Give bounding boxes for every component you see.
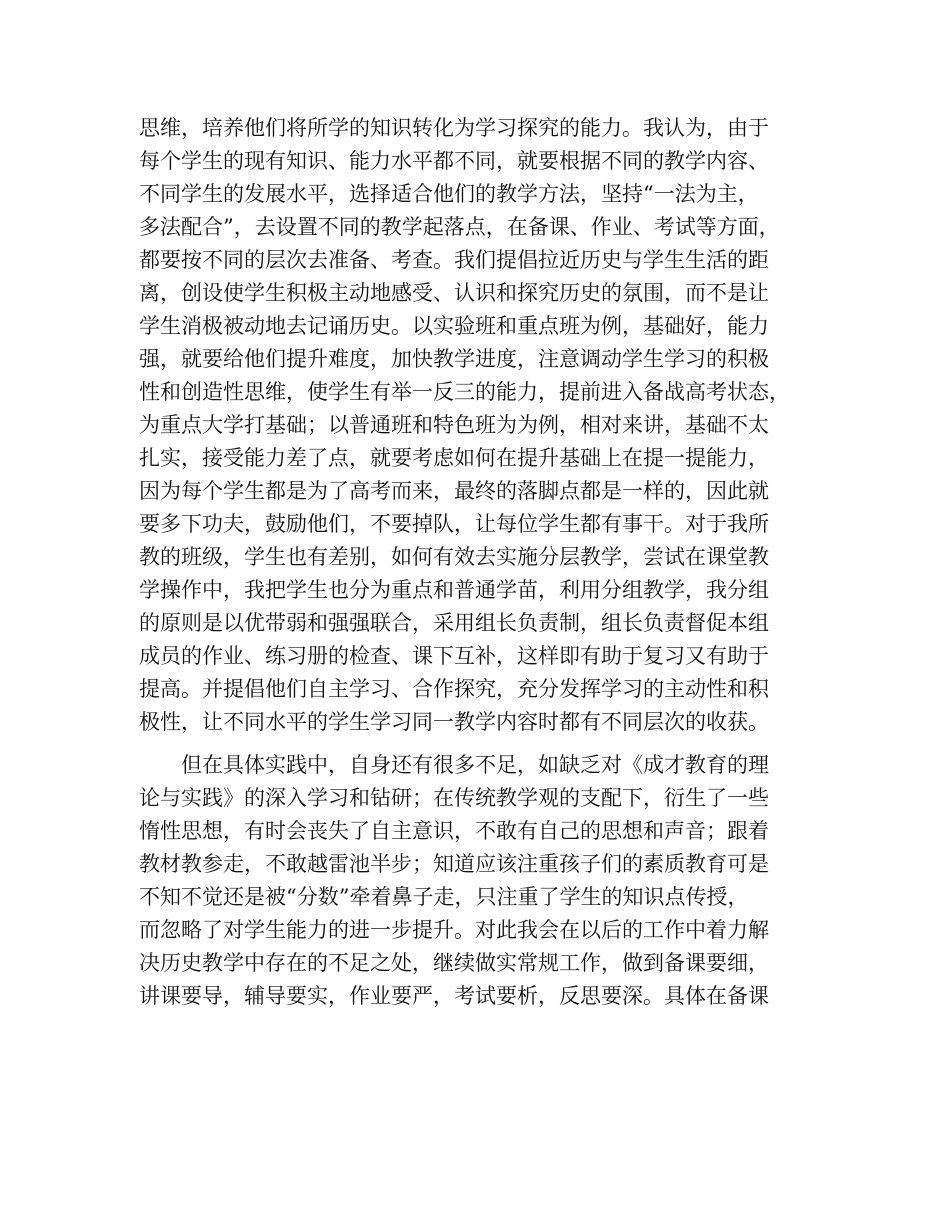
text-line: 学生消极被动地去记诵历史。以实验班和重点班为例，基础好，能力 (139, 314, 769, 338)
text-line: 性和创造性思维，使学生有举一反三的能力，提前进入备战高考状态， (139, 380, 790, 404)
text-line: 教的班级，学生也有差别，如何有效去实施分层教学，尝试在课堂教 (139, 545, 769, 569)
text-line: 强，就要给他们提升难度，加快教学进度，注意调动学生学习的积极 (139, 347, 769, 371)
text-line: 惰性思想，有时会丧失了自主意识，不敢有自己的思想和声音；跟着 (139, 819, 769, 843)
paragraph-first-line: 但在具体实践中，自身还有很多不足，如缺乏对《成才教育的理 (181, 753, 769, 777)
text-line: 不知不觉还是被“分数”牵着鼻子走，只注重了学生的知识点传授， (139, 885, 749, 909)
text-line: 因为每个学生都是为了高考而来，最终的落脚点都是一样的，因此就 (139, 479, 769, 503)
text-line: 论与实践》的深入学习和钻研；在传统教学观的支配下，衍生了一些 (139, 786, 769, 810)
text-line: 都要按不同的层次去准备、考查。我们提倡拉近历史与学生生活的距 (139, 248, 769, 272)
text-line: 的原则是以优带弱和强强联合，采用组长负责制，组长负责督促本组 (139, 611, 769, 635)
text-line: 讲课要导，辅导要实，作业要严，考试要析，反思要深。具体在备课 (139, 984, 769, 1008)
text-line: 提高。并提倡他们自主学习、合作探究，充分发挥学习的主动性和积 (139, 677, 769, 701)
text-line: 学操作中，我把学生也分为重点和普通学苗，利用分组教学，我分组 (139, 578, 769, 602)
text-line: 要多下功夫，鼓励他们，不要掉队，让每位学生都有事干。对于我所 (139, 512, 769, 536)
text-line: 不同学生的发展水平，选择适合他们的教学方法，坚持“一法为主， (139, 182, 759, 206)
text-line: 极性，让不同水平的学生学习同一教学内容时都有不同层次的收获。 (139, 710, 769, 734)
text-line: 思维，培养他们将所学的知识转化为学习探究的能力。我认为，由于 (139, 116, 769, 140)
text-line: 而忽略了对学生能力的进一步提升。对此我会在以后的工作中着力解 (139, 918, 769, 942)
text-line: 扎实，接受能力差了点，就要考虑如何在提升基础上在提一提能力， (139, 446, 769, 470)
text-line: 离，创设使学生积极主动地感受、认识和探究历史的氛围，而不是让 (139, 281, 769, 305)
text-line: 决历史教学中存在的不足之处，继续做实常规工作，做到备课要细， (139, 951, 769, 975)
text-line: 每个学生的现有知识、能力水平都不同，就要根据不同的教学内容、 (139, 149, 769, 173)
text-line: 多法配合”，去设置不同的教学起落点，在备课、作业、考试等方面， (139, 215, 780, 239)
text-line: 为重点大学打基础；以普通班和特色班为为例，相对来讲，基础不太 (139, 413, 769, 437)
text-line: 教材教参走，不敢越雷池半步；知道应该注重孩子们的素质教育可是 (139, 852, 769, 876)
text-line: 成员的作业、练习册的检查、课下互补，这样即有助于复习又有助于 (139, 644, 769, 668)
